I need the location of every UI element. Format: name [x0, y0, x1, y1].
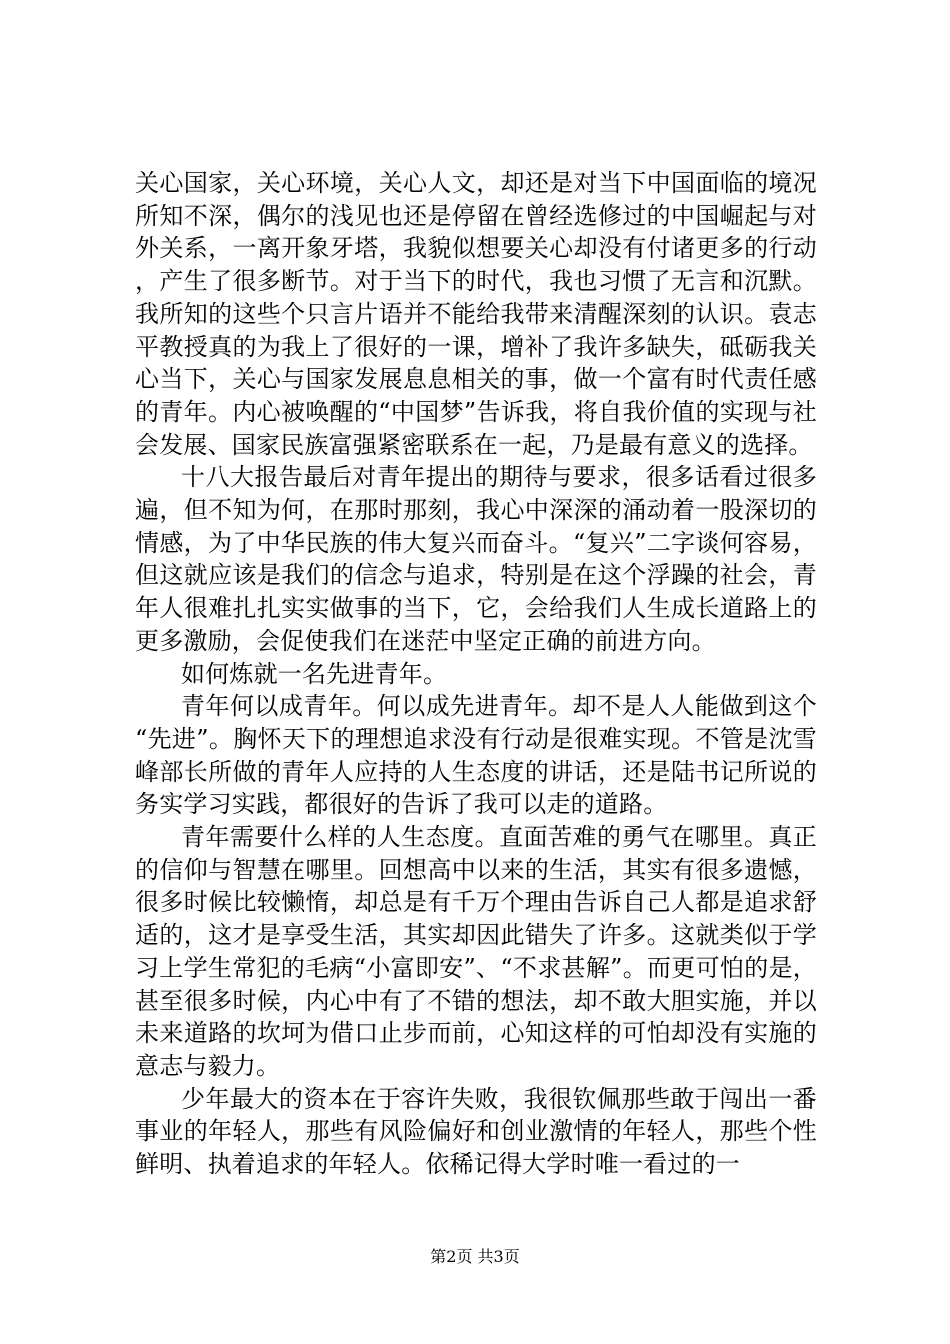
page-number-footer: 第2页 共3页 — [430, 1247, 520, 1266]
paragraph-continuation: 关心国家，关心环境，关心人文，却还是对当下中国面临的境况所知不深，偶尔的浅见也还是停留在曾经选修过的中国崛起与对外关系，一离开象牙塔，我貌似想要关心却没有付诸更多的行动，产生了很多断节。对于当下的时代，我也习惯了无言和沉默。我所知的这些个只言片语并不能给我带来清醒深刻的认识。袁志平教授真的为我上了很好的一课，增补了我许多缺失，砥砺我关心当下，关心与国家发展息息相关的事，做一个富有时代责任感的青年。内心被唤醒的“中国梦”告诉我，将自我价值的实现与社会发展、国家民族富强紧密联系在一起，乃是最有意义的选择。 — [135, 169, 817, 459]
paragraph: 青年需要什么样的人生态度。直面苦难的勇气在哪里。真正的信仰与智慧在哪里。回想高中以来的生活，其实有很多遗憾，很多时候比较懒惰，却总是有千万个理由告诉自己人都是追求舒适的，这才是享受生活，其实却因此错失了许多。这就类似于学习上学生常犯的毛病“小富即安”、“不求甚解”。而更可怕的是，甚至很多时候，内心中有了不错的想法，却不敢大胆实施，并以未来道路的坎坷为借口止步而前，心知这样的可怕却没有实施的意志与毅力。 — [135, 823, 817, 1080]
paragraph: 青年何以成青年。何以成先进青年。却不是人人能做到这个“先进”。胸怀天下的理想追求没有行动是很难实现。不管是沈雪峰部长所做的青年人应持的人生态度的讲话，还是陆书记所说的务实学习实践，都很好的告诉了我可以走的道路。 — [135, 692, 817, 819]
paragraph: 少年最大的资本在于容许失败，我很钦佩那些敢于闯出一番事业的年轻人，那些有风险偏好和创业激情的年轻人，那些个性鲜明、执着追求的年轻人。依稀记得大学时唯一看过的一 — [135, 1084, 817, 1179]
document-body — [135, 167, 817, 1181]
section-heading: 如何炼就一名先进青年。 — [181, 659, 448, 688]
paragraph: 十八大报告最后对青年提出的期待与要求，很多话看过很多遍，但不知为何，在那时那刻，我心中深深的涌动着一股深切的情感，为了中华民族的伟大复兴而奋斗。“复兴”二字谈何容易，但这就应该是我们的信念与追求，特别是在这个浮躁的社会，青年人很难扎扎实实做事的当下，它，会给我们人生成长道路上的更多激励，会促使我们在迷茫中坚定正确的前进方向。 — [135, 463, 817, 655]
